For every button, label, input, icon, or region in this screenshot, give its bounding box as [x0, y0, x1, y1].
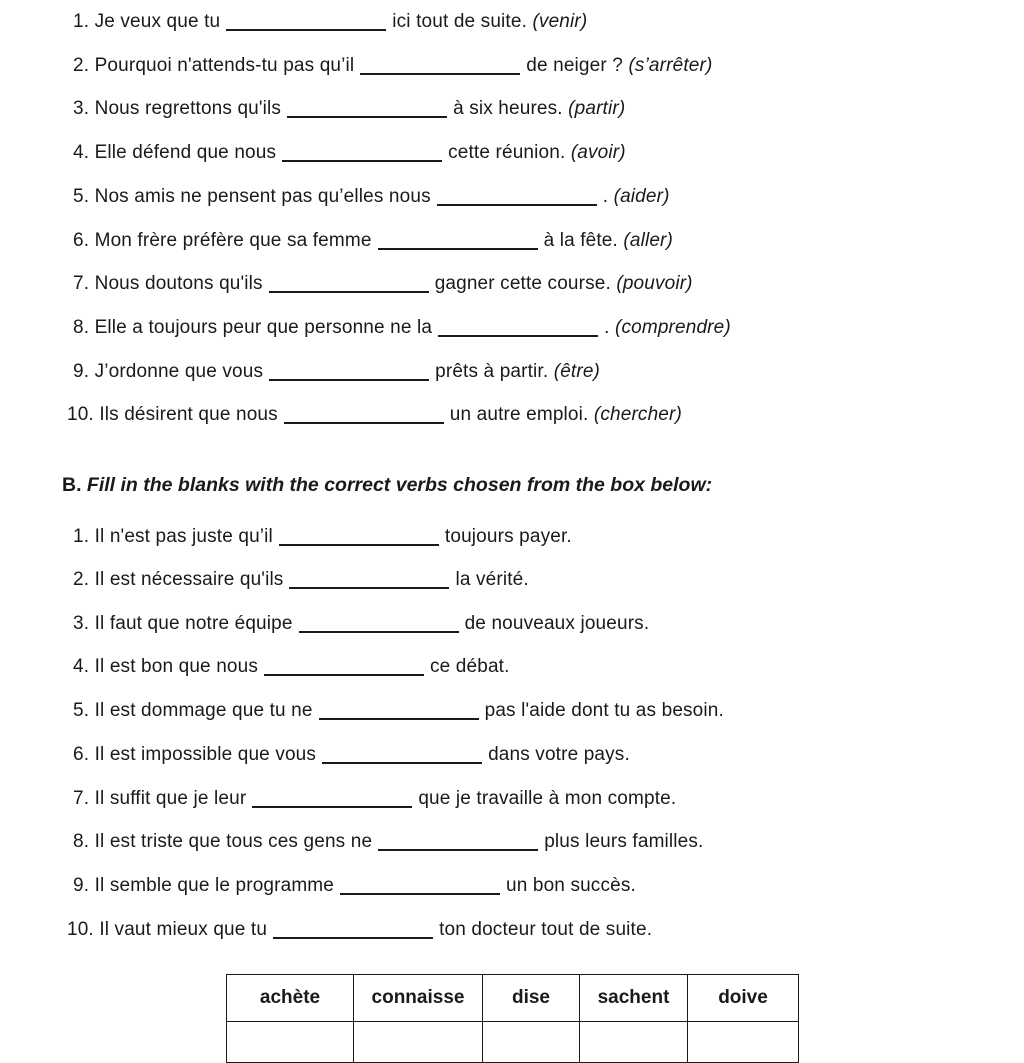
section-b-heading [62, 472, 712, 498]
verb-box-row [227, 1022, 799, 1063]
sentence-end: ce débat. [430, 656, 510, 677]
answer-blank [322, 762, 482, 764]
sentence-end: de nouveaux joueurs. [464, 613, 650, 634]
sentence-start: Il semble que le programme [94, 875, 334, 896]
sentence-end: un bon succès. [506, 875, 636, 896]
verb-box-cell [688, 1022, 799, 1063]
answer-blank [378, 248, 538, 250]
exercise-a-item-4 [73, 141, 626, 165]
item-number: 2. [73, 55, 90, 76]
item-number: 6. [73, 230, 90, 251]
item-number: 8. [73, 317, 90, 338]
sentence-start: Nos amis ne pensent pas qu’elles nous [94, 186, 431, 207]
sentence-start: Pourquoi n'attends-tu pas qu’il [94, 55, 355, 76]
answer-blank [269, 291, 429, 293]
sentence-end: à six heures. [453, 98, 563, 119]
sentence-start: Il est impossible que vous [94, 744, 317, 765]
item-number: 3. [73, 613, 90, 634]
sentence-start: Il vaut mieux que tu [99, 919, 268, 940]
item-number: 10. [67, 919, 94, 940]
exercise-b-item-4 [73, 655, 510, 679]
answer-blank [269, 379, 429, 381]
verb-box-cell: connaisse [354, 975, 483, 1022]
answer-blank [340, 893, 500, 895]
exercise-a-item-7 [73, 272, 693, 296]
exercise-a-item-3 [73, 97, 625, 121]
sentence-end: ici tout de suite. [392, 11, 527, 32]
item-number: 3. [73, 98, 90, 119]
verb-hint: (partir) [568, 98, 626, 119]
item-number: 1. [73, 526, 90, 547]
verb-box-cell [227, 1022, 354, 1063]
section-letter: B. [62, 474, 82, 496]
verb-box-cell: doive [688, 975, 799, 1022]
item-number: 5. [73, 700, 90, 721]
sentence-end: gagner cette course. [434, 273, 611, 294]
item-number: 9. [73, 875, 90, 896]
sentence-end: . [602, 186, 609, 207]
sentence-start: Elle défend que nous [94, 142, 277, 163]
answer-blank [282, 160, 442, 162]
answer-blank [273, 937, 433, 939]
sentence-end: de neiger ? [526, 55, 623, 76]
item-number: 4. [73, 142, 90, 163]
exercise-b-item-9 [73, 874, 636, 898]
sentence-start: Il n'est pas juste qu’il [94, 526, 273, 547]
answer-blank [287, 116, 447, 118]
exercise-a-item-1 [73, 10, 587, 34]
sentence-end: la vérité. [455, 569, 529, 590]
item-number: 8. [73, 831, 90, 852]
exercise-b-item-10 [67, 918, 652, 942]
sentence-start: Il est bon que nous [94, 656, 259, 677]
verb-hint: (venir) [532, 11, 588, 32]
item-number: 2. [73, 569, 90, 590]
exercise-a-item-9 [73, 360, 600, 384]
sentence-end: cette réunion. [448, 142, 566, 163]
exercise-b-item-6 [73, 743, 630, 767]
sentence-start: Il est nécessaire qu'ils [94, 569, 284, 590]
sentence-start: J’ordonne que vous [94, 361, 264, 382]
verb-box-cell: dise [483, 975, 580, 1022]
verb-box-cell [354, 1022, 483, 1063]
sentence-start: Je veux que tu [94, 11, 221, 32]
sentence-end: dans votre pays. [488, 744, 630, 765]
exercise-a-item-8 [73, 316, 731, 340]
item-number: 9. [73, 361, 90, 382]
exercise-b-item-8 [73, 830, 703, 854]
exercise-b-item-5 [73, 699, 724, 723]
sentence-end: que je travaille à mon compte. [418, 788, 677, 809]
answer-blank [437, 204, 597, 206]
sentence-start: Ils désirent que nous [99, 404, 278, 425]
sentence-start: Nous doutons qu'ils [94, 273, 263, 294]
item-number: 5. [73, 186, 90, 207]
verb-box-cell [580, 1022, 688, 1063]
exercise-b-item-3 [73, 612, 649, 636]
verb-hint: (avoir) [570, 142, 626, 163]
answer-blank [438, 335, 598, 337]
answer-blank [378, 849, 538, 851]
item-number: 4. [73, 656, 90, 677]
verb-hint: (être) [553, 361, 601, 382]
sentence-end: à la fête. [543, 230, 618, 251]
exercise-a-item-10 [67, 403, 682, 427]
answer-blank [279, 544, 439, 546]
exercise-b-item-2 [73, 568, 529, 592]
sentence-end: prêts à partir. [435, 361, 549, 382]
verb-box-cell [483, 1022, 580, 1063]
verb-box-cell: achète [227, 975, 354, 1022]
answer-blank [319, 718, 479, 720]
sentence-start: Il suffit que je leur [94, 788, 247, 809]
exercise-a-item-6 [73, 229, 673, 253]
sentence-start: Nous regrettons qu'ils [94, 98, 282, 119]
section-instruction: Fill in the blanks with the correct verbs chosen from the box below: [86, 474, 713, 496]
exercise-a-item-5 [73, 185, 670, 209]
item-number: 1. [73, 11, 90, 32]
verb-box [226, 974, 799, 1063]
sentence-end: toujours payer. [444, 526, 572, 547]
sentence-start: Il faut que notre équipe [94, 613, 293, 634]
exercise-b-item-1 [73, 525, 572, 549]
item-number: 7. [73, 273, 90, 294]
answer-blank [226, 29, 386, 31]
sentence-start: Elle a toujours peur que personne ne la [94, 317, 433, 338]
item-number: 7. [73, 788, 90, 809]
verb-box-row [227, 975, 799, 1022]
sentence-start: Mon frère préfère que sa femme [94, 230, 372, 251]
verb-hint: (aider) [613, 186, 670, 207]
verb-hint: (aller) [623, 230, 673, 251]
sentence-end: plus leurs familles. [544, 831, 704, 852]
exercise-a-item-2 [73, 54, 712, 78]
answer-blank [360, 73, 520, 75]
sentence-start: Il est triste que tous ces gens ne [94, 831, 373, 852]
verb-hint: (s’arrêter) [628, 55, 713, 76]
answer-blank [299, 631, 459, 633]
sentence-end: pas l'aide dont tu as besoin. [484, 700, 724, 721]
item-number: 10. [67, 404, 94, 425]
verb-hint: (comprendre) [615, 317, 731, 338]
exercise-b-item-7 [73, 787, 676, 811]
sentence-end: . [604, 317, 610, 338]
answer-blank [284, 422, 444, 424]
sentence-end: un autre emploi. [449, 404, 589, 425]
answer-blank [289, 587, 449, 589]
sentence-end: ton docteur tout de suite. [439, 919, 653, 940]
sentence-start: Il est dommage que tu ne [94, 700, 313, 721]
verb-hint: (pouvoir) [616, 273, 693, 294]
answer-blank [264, 674, 424, 676]
verb-box-cell: sachent [580, 975, 688, 1022]
item-number: 6. [73, 744, 90, 765]
answer-blank [252, 806, 412, 808]
verb-hint: (chercher) [593, 404, 682, 425]
